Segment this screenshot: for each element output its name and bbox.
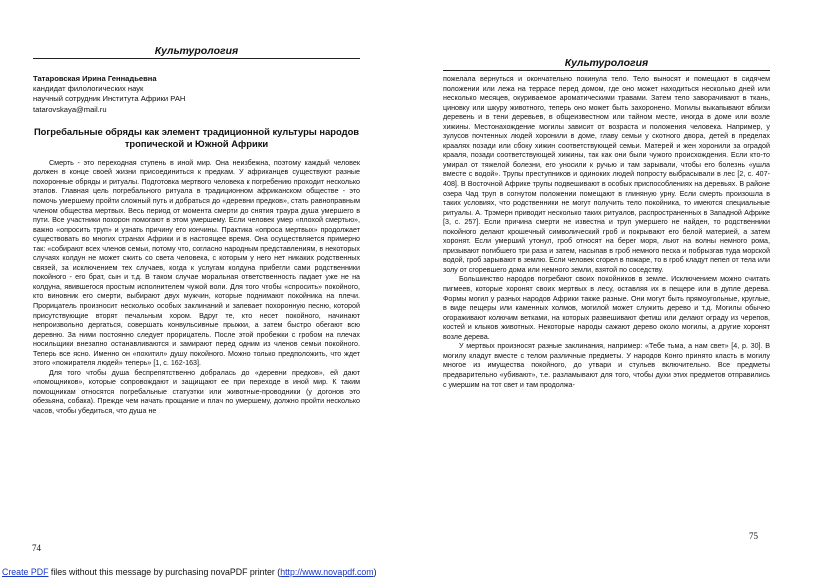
- running-head-right: Культурология: [443, 56, 770, 71]
- create-pdf-link[interactable]: Create PDF: [2, 567, 49, 577]
- running-head-left: Культурология: [33, 44, 360, 59]
- author-degree: кандидат филологических наук: [33, 84, 144, 94]
- footer-end: ): [373, 567, 377, 577]
- paragraph: Смерть - это переходная ступень в иной мир. Она неизбежна, поэтому каждый человек должен в конце своей жизни присоединиться к предкам. У африканцев существуют разные похоронные обряды и ритуалы. Подготовка мертвого человека к погребению проходит несколько этапов. Главная цель погребального ритуала в традиционном африканском обществе - это помочь умершему пройти сложный путь и добраться до «деревни предков», стать равноправным членом общества мертвых. Весь период от момента смерти до снятия траура душа умершего в пути. Все участники похорон помогают в этом умершему. Если человек умер «плохой смертью», важно «опросить труп» и узнать причину его кончины. Практика «опроса мертвых» продолжает существовать во многих странах Африки и в настоящее время. Она осуществляется примерно так: «собирают всех членов семьи, потому что, согласно народным представлениям, в некоторых случаях колдун не может сжить со света человека, с которым у него нет никаких родственных связей, за исключением тех случаев, когда к услугам колдуна прибегли сами родственники покойного - его брат, сын и т.д. В таком случае моральная ответственность падает уже не на колдуна, явившегося простым исполнителем чужой воли. Для того чтобы «спросить» покойного, кто виновник его смерти, выбирают двух мужчин, которые поднимают покойника на плечи. Прорицатель произносит несколько особых заклинаний и запевает похоронную песню, которой присутствующие вторят печальным хором. Вдруг те, кто несет покойного, начинают непроизвольно дергаться, совершать конвульсивные прыжки, а затем быстро обегают всю деревню. За ними постоянно следует прорицатель. После этой пробежки с гробом на плечах носильщики внезапно останавливаются и замирают перед одним из членов семьи покойного. Теперь все ясно. Именно он «похитил» душу покойного. Можно только предположить, что ждет этого «пожирателя людей» теперь» [1, с. 162-163].: [33, 158, 360, 368]
- author-email: tatarovskaya@mail.ru: [33, 104, 107, 114]
- author-block: [33, 74, 410, 115]
- paragraph: Большинство народов погребают своих покойников в земле. Исключением можно считать пигмеев, которые хоронят своих мертвых в лесу, оставляя их в пещере или в дупле дерева. Формы могил у разных народов Африки также разные. Они могут быть прямоугольные, круглые, в виде пещеры или каменных холмов, могилой может служить дерево и т.д. Могилы обычно огораживают колючим ветками, на которых развешивают фетиш или делают ограду из черепов, костей и клыков животных. Некоторые народы сажают дерево около могилы, а другие хоронят возле дерева.: [443, 275, 770, 341]
- left-page: [0, 0, 410, 566]
- page-number-right: 75: [749, 531, 758, 541]
- left-body-text: [33, 159, 360, 417]
- author-position: научный сотрудник Института Африки РАН: [33, 94, 186, 104]
- author-name: Татаровская Ирина Геннадьевна: [33, 74, 157, 83]
- right-body-text: [443, 75, 770, 390]
- paragraph: пожелала вернуться и окончательно покинула тело. Тело выносят и помещают в сидячем положении или лежа на террасе перед домом, где оно может находиться несколько дней или несколько месяцев, окуриваемое ароматическими травами. Затем тело заворачивают в ткань, циновку или шкуру животного, теперь оно может быть захоронено. Могилы выкапывают вблизи деревень и в тени деревьев, в общеизвестном или тайном месте, иногда в доме или возле хижины. Местонахождение могилы зависит от возраста и положения человека. Например, у зулусов почтенных людей хоронили в доме, главу семьи у скотного двора, детей в пределах краалях позади или сбоку хижин соответствующей семьи. Матерей и жен хоронили за оградой крааля, позади соответствующей хижины, так как они были чужого происхождения. Если кто-то умирал от тяжелой болезни, его уносили к ручью и там зарывали, чтобы его болезнь «ушла вместе с водой». Трупы преступников и одиноких людей попросту выбрасывали в лес [2, с. 407-408]. В Восточной Африке трупы подвешивают в особых приспособлениях на деревьях. В районе озера Чад труп в согнутом положении помещают в глиняную урну. Если смерть произошла в таких условиях, что родственники не могут получить тело покойника, то имеются специальные ритуалы. А. Трэмерн приводит несколько таких ритуалов, распространенных в Западной Африке [3, с. 257]. Если причина смерти не известна и труп умершего не найден, то родственники покойного делают крошечный символический гроб и покрывают его белой материей, а затем хоронят. Если умерший утонул, гроб относят на берег моря, льют на волны немного рома, призывают погибшего три раза и затем, насыпав в гроб немного песка и побрызгав туда морской водой, гроб зарывают в землю. Если человек сгорел в пожаре, то в гроб кладут пепел от тела или золу от сгоревшего дома или немного земли, взятой по соседству.: [443, 75, 770, 274]
- novapdf-url-link[interactable]: http://www.novapdf.com: [280, 567, 374, 577]
- article-title: Погребальные обряды как элемент традиционной культуры народов тропической и Южной Африки: [33, 125, 360, 149]
- paragraph: Для того чтобы душа беспрепятственно добралась до «деревни предков», ей дают «помощников», которые сопровождают и защищают ее при переходе в иной мир. К таким помощникам относятся погребальные статуэтки или животные-проводники (у догонов это обезьяна, собака). Прежде чем начать прощание и плач по умершему, должно пройти несколько часов, чтобы убедиться, что душа не: [33, 368, 360, 416]
- paragraph: У мертвых произносят разные заклинания, например: «Тебе тьма, а нам свет» [4, р. 30]. В могилу кладут вместе с телом различные предметы. У народов Конго принято класть в могилу многое из имущества покойного, до утвари и стульев включительно. Все предметы предварительно «убивают», т.е. разламывают для того, чтобы духи этих предметов отправились с умершим на тот свет и там продолжа-: [443, 342, 770, 389]
- page-number-left: 74: [32, 543, 41, 553]
- pdf-footer: [0, 565, 820, 580]
- right-page: [410, 0, 820, 566]
- footer-text: files without this message by purchasing novaPDF printer (: [48, 567, 281, 577]
